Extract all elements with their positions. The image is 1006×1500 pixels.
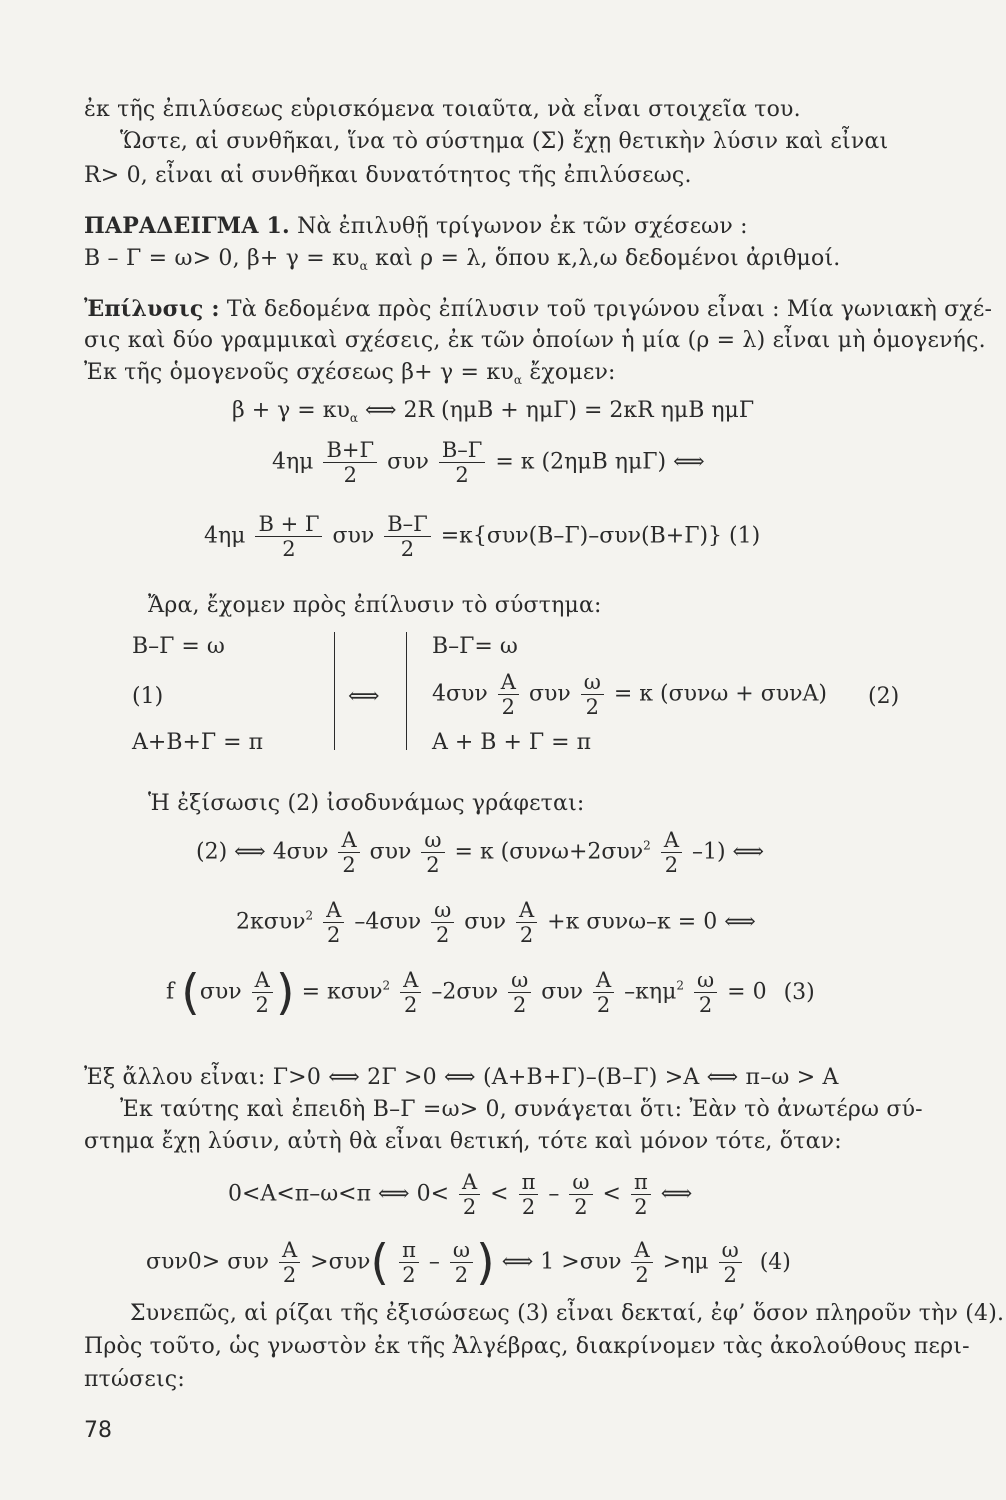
system-right-1: Β–Γ= ω: [432, 634, 518, 659]
text-line: [84, 359, 616, 394]
subscript: α: [513, 373, 523, 387]
text-line: Συνεπῶς, αἱ ρίζαι τῆς ἐξισώσεως (3) εἶναι δεκταί, ἐφ’ ὅσον πληροῦν τὴν (4).: [130, 1301, 1005, 1326]
homogeneous-relation-rest: ἔχομεν:: [522, 360, 616, 385]
solution-heading: [84, 295, 992, 324]
inequality-chain: 0<Α<π–ω<π ⟺ 0< $\frac{A}{2}$ < $\frac{\pi}{2}$ – $\frac{\omega}{2}$ < $\frac{\pi}{2}$ ⟺: [228, 1170, 693, 1219]
equation-f3: f (συν $\frac{A}{2}$ ) = κσυν$^2$ $\frac{A}{2}$ –2συν $\frac{\omega}{2}$ συν $\frac{A}{2}$ –κημ$^2$ $\frac{\omega}{2}$ = 0 (3): [166, 964, 815, 1021]
example-title: ΠΑΡΑΔΕΙΓΜΑ 1.: [84, 213, 290, 239]
system-arrow: ⟺: [348, 684, 380, 709]
text-line: ἐκ τῆς ἐπιλύσεως εὑρισκόμενα τοιαῦτα, νὰ εἶναι στοιχεῖα του.: [84, 97, 801, 122]
condition-4: συν0> συν $\frac{A}{2}$ >συν( $\frac{\pi}{2}$ – $\frac{\omega}{2}$ ) ⟺ 1 >συν $\frac{A}{2}$ >ημ $\frac{\omega}{2}$ (4): [146, 1234, 791, 1291]
equation-f2: 2κσυν$^2$ $\frac{A}{2}$ –4συν $\frac{\omega}{2}$ συν $\frac{A}{2}$ +κ συνω–κ = 0 ⟺: [236, 898, 756, 947]
system-left-1: Β–Γ = ω: [132, 634, 225, 659]
text-line: στημα ἔχῃ λύσιν, αὐτὴ θὰ εἶναι θετική, τότε καὶ μόνον τότε, ὅταν:: [84, 1129, 842, 1154]
left-brace: [406, 632, 417, 750]
text-line: [84, 245, 840, 280]
example-text: Νὰ ἐπιλυθῇ τρίγωνον ἐκ τῶν σχέσεων :: [297, 214, 748, 239]
system-right-3: Α + Β + Γ = π: [432, 730, 592, 755]
solution-title: Ἐπίλυσις :: [84, 296, 220, 322]
equation-tag-2: (2): [868, 684, 900, 709]
example-heading: [84, 212, 748, 241]
text-line: Πρὸς τοῦτο, ὡς γνωστὸν ἐκ τῆς Ἀλγέβρας, διακρίνομεν τὰς ἀκολούθους περι-: [84, 1334, 970, 1359]
right-bracket: [324, 632, 335, 750]
given-relations: Β – Γ = ω> 0, β+ γ = κυ: [84, 246, 360, 271]
text-line: Ἐξ ἄλλου εἶναι: Γ>0 ⟺ 2Γ >0 ⟺ (Α+Β+Γ)–(Β–Γ) >Α ⟺ π–ω > Α: [84, 1065, 839, 1090]
equation-f1: (2) ⟺ 4συν $\frac{A}{2}$ συν $\frac{\omega}{2}$ = κ (συνω+2συν$^2$ $\frac{A}{2}$ –1) ⟺: [196, 828, 765, 877]
text-line: πτώσεις:: [84, 1367, 185, 1392]
solution-text: Τὰ δεδομένα πρὸς ἐπίλυσιν τοῦ τριγώνου εἶναι : Μία γωνιακὴ σχέ-: [226, 297, 993, 322]
text-line: R> 0, εἶναι αἱ συνθῆκαι δυνατότητος τῆς ἐπιλύσεως.: [84, 163, 692, 188]
text-line: Ἡ ἐξίσωσις (2) ἰσοδυνάμως γράφεται:: [148, 791, 585, 816]
text-line: Ἄρα, ἔχομεν πρὸς ἐπίλυσιν τὸ σύστημα:: [148, 593, 602, 618]
text-line: Ἐκ ταύτης καὶ ἐπειδὴ Β–Γ =ω> 0, συνάγεται ὅτι: Ἐὰν τὸ ἀνωτέρω σύ-: [120, 1097, 923, 1122]
text-line: σις καὶ δύο γραμμικαὶ σχέσεις, ἐκ τῶν ὁποίων ἡ μία (ρ = λ) εἶναι μὴ ὁμογενής.: [84, 328, 986, 353]
system-left-2: (1): [132, 684, 164, 709]
text-line: Ὥστε, αἱ συνθῆκαι, ἵνα τὸ σύστημα (Σ) ἔχῃ θετικὴν λύσιν καὶ εἶναι: [120, 129, 889, 154]
given-relations-rest: καὶ ρ = λ, ὅπου κ,λ,ω δεδομένοι ἀριθμοί.: [367, 246, 841, 271]
equation-1: $\beta + \gamma = \kappa\upsilon_\alpha$ ⟺ 2R (ημΒ + ημΓ) = 2κR ημΒ ημΓ: [232, 398, 755, 425]
system-left-3: Α+Β+Γ = π: [132, 730, 264, 755]
homogeneous-relation: Ἐκ τῆς ὁμογενοῦς σχέσεως β+ γ = κυ: [84, 360, 514, 385]
page-number: 78: [84, 1418, 112, 1443]
equation-2: 4ημ $\frac{B+\Gamma}{2}$ συν $\frac{B-\Gamma}{2}$ = κ (2ημΒ ημΓ) ⟺: [272, 438, 705, 487]
subscript: α: [359, 259, 368, 273]
equation-3: 4ημ $\frac{B + \Gamma}{2}$ συν $\frac{B-\Gamma}{2}$ =κ{συν(Β–Γ)–συν(Β+Γ)} (1): [204, 512, 761, 561]
system-right-2: 4συν $\frac{A}{2}$ συν $\frac{\omega}{2}$ = κ (συνω + συνΑ): [432, 670, 827, 719]
